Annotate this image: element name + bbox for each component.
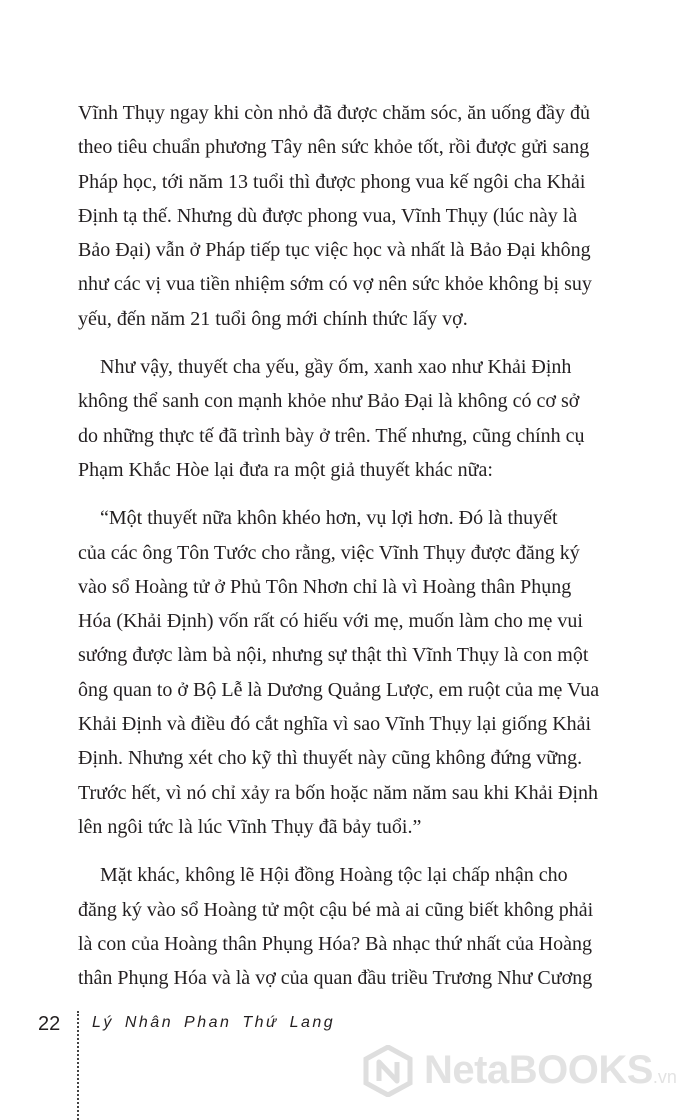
text-line: như các vị vua tiền nhiệm sớm có vợ nên sức khỏe không bị suy bbox=[78, 273, 592, 296]
text-line: theo tiêu chuẩn phương Tây nên sức khỏe tốt, rồi được gửi sang bbox=[78, 136, 590, 159]
text-line: đăng ký vào sổ Hoàng tử một cậu bé mà ai cũng biết không phải bbox=[78, 898, 594, 921]
text-line: thân Phụng Hóa và là vợ của quan đầu triều Trương Như Cương bbox=[78, 967, 593, 990]
page-body bbox=[78, 96, 641, 1009]
text-line: Trước hết, vì nó chỉ xảy ra bốn hoặc năm năm sau khi Khải Định bbox=[78, 781, 599, 804]
netabooks-logo-icon bbox=[362, 1045, 414, 1097]
text-line: lên ngôi tức là lúc Vĩnh Thụy đã bảy tuổi.” bbox=[78, 815, 422, 838]
text-line: do những thực tế đã trình bày ở trên. Thế nhưng, cũng chính cụ bbox=[78, 424, 585, 447]
dotted-divider bbox=[77, 1011, 79, 1120]
text-line: Phạm Khắc Hòe lại đưa ra một giả thuyết khác nữa: bbox=[78, 458, 493, 481]
watermark-text: NetaBOOKS.vn bbox=[424, 1048, 677, 1092]
text-line: Pháp học, tới năm 13 tuổi thì được phong vua kế ngôi cha Khải bbox=[78, 170, 586, 193]
quote-paragraph bbox=[78, 501, 641, 844]
text-line: ông quan to ở Bộ Lễ là Dương Quảng Lược, em ruột của mẹ Vua bbox=[78, 678, 600, 701]
text-line: Khải Định và điều đó cắt nghĩa vì sao Vĩnh Thụy lại giống Khải bbox=[78, 713, 592, 736]
text-line: Hóa (Khải Định) vốn rất có hiếu với mẹ, muốn làm cho mẹ vui bbox=[78, 610, 583, 633]
watermark-suffix: .vn bbox=[652, 1067, 677, 1087]
page-number: 22 bbox=[38, 1013, 61, 1035]
text-line: Định. Nhưng xét cho kỹ thì thuyết này cũng không đứng vững. bbox=[78, 747, 583, 770]
paragraph bbox=[78, 858, 641, 995]
page-footer bbox=[0, 1005, 700, 1120]
paragraph bbox=[78, 350, 641, 487]
text-line: là con của Hoàng thân Phụng Hóa? Bà nhạc thứ nhất của Hoàng bbox=[78, 932, 593, 955]
text-line: “Một thuyết nữa khôn khéo hơn, vụ lợi hơn. Đó là thuyết bbox=[100, 507, 558, 530]
text-line: Như vậy, thuyết cha yếu, gầy ốm, xanh xao như Khải Định bbox=[100, 356, 572, 379]
text-line: vào sổ Hoàng tử ở Phủ Tôn Nhơn chỉ là vì Hoàng thân Phụng bbox=[78, 575, 572, 598]
running-footer-author: Lý Nhân Phan Thứ Lang bbox=[92, 1014, 336, 1031]
text-line: yếu, đến năm 21 tuổi ông mới chính thức lấy vợ. bbox=[78, 307, 468, 330]
paragraph bbox=[78, 96, 641, 336]
watermark bbox=[354, 1045, 694, 1105]
text-line: Mặt khác, không lẽ Hội đồng Hoàng tộc lại chấp nhận cho bbox=[100, 864, 568, 887]
text-line: Vĩnh Thụy ngay khi còn nhỏ đã được chăm sóc, ăn uống đầy đủ bbox=[78, 102, 591, 124]
text-line: Bảo Đại) vẫn ở Pháp tiếp tục việc học và nhất là Bảo Đại không bbox=[78, 239, 591, 262]
text-line: Định tạ thế. Nhưng dù được phong vua, Vĩnh Thụy (lúc này là bbox=[78, 204, 578, 227]
text-line: của các ông Tôn Tước cho rằng, việc Vĩnh Thụy được đăng ký bbox=[78, 541, 580, 564]
text-line: không thể sanh con mạnh khỏe như Bảo Đại là không có cơ sở bbox=[78, 390, 580, 413]
text-line: sướng được làm bà nội, nhưng sự thật thì Vĩnh Thụy là con một bbox=[78, 644, 589, 667]
